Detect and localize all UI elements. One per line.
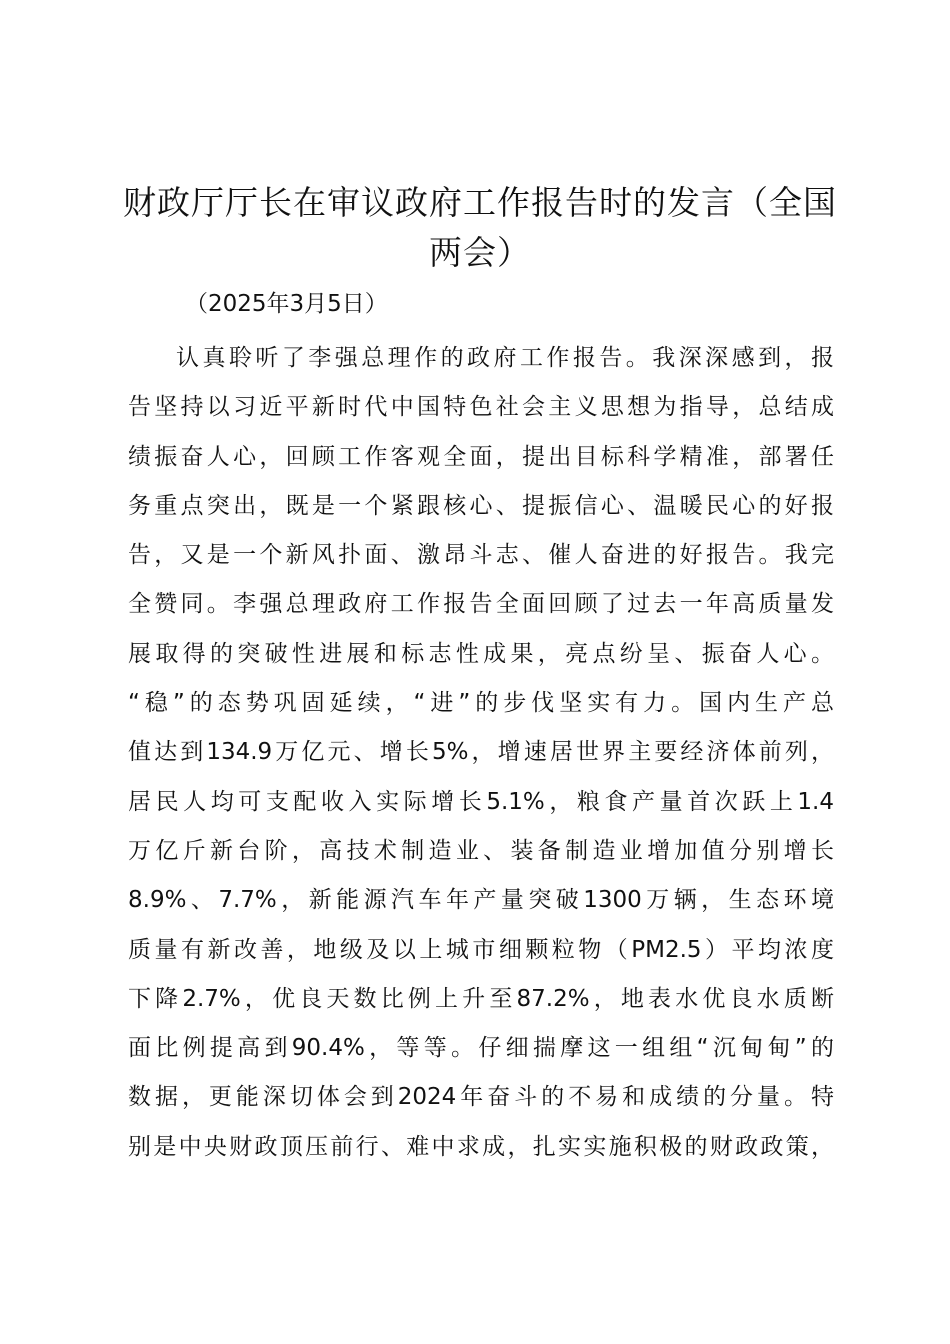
body-line: 下降2.7%，优良天数比例上升至87.2%，地表水优良水质断	[128, 985, 834, 1012]
body-line: 全赞同。李强总理政府工作报告全面回顾了过去一年高质量发	[128, 591, 834, 618]
body-line: 8.9%、7.7%，新能源汽车年产量突破1300万辆，生态环境	[128, 887, 834, 914]
body-line: 绩振奋人心，回顾工作客观全面，提出目标科学精准，部署任	[128, 443, 834, 470]
body-line: 务重点突出，既是一个紧跟核心、提振信心、温暖民心的好报	[128, 492, 834, 519]
body-line: 质量有新改善，地级及以上城市细颗粒物（PM2.5）平均浓度	[128, 936, 834, 963]
body-line: 告坚持以习近平新时代中国特色社会主义思想为指导，总结成	[128, 394, 834, 421]
body-line: 面比例提高到90.4%，等等。仔细揣摩这一组组“沉甸甸”的	[128, 1035, 834, 1062]
document-date: （2025年3月5日）	[185, 291, 388, 317]
document-title: 财政厅厅长在审议政府工作报告时的发言（全国两会）	[123, 183, 837, 272]
body-line: 值达到134.9万亿元、增长5%，增速居世界主要经济体前列，	[128, 739, 834, 766]
body-line: 别是中央财政顶压前行、难中求成，扎实实施积极的财政政策，	[128, 1133, 834, 1160]
body-line: 居民人均可支配收入实际增长5.1%，粮食产量首次跃上1.4	[128, 788, 834, 815]
document-body	[128, 334, 834, 1172]
body-line: 万亿斤新台阶，高技术制造业、装备制造业增加值分别增长	[128, 837, 834, 864]
body-line: 告，又是一个新风扑面、激昂斗志、催人奋进的好报告。我完	[128, 542, 834, 569]
body-line: 展取得的突破性进展和标志性成果，亮点纷呈、振奋人心。	[128, 640, 834, 667]
body-line: 数据，更能深切体会到2024年奋斗的不易和成绩的分量。特	[128, 1084, 834, 1111]
body-line: 认真聆听了李强总理作的政府工作报告。我深深感到，报	[176, 345, 834, 371]
body-line: “稳”的态势巩固延续，“进”的步伐坚实有力。国内生产总	[128, 690, 834, 717]
